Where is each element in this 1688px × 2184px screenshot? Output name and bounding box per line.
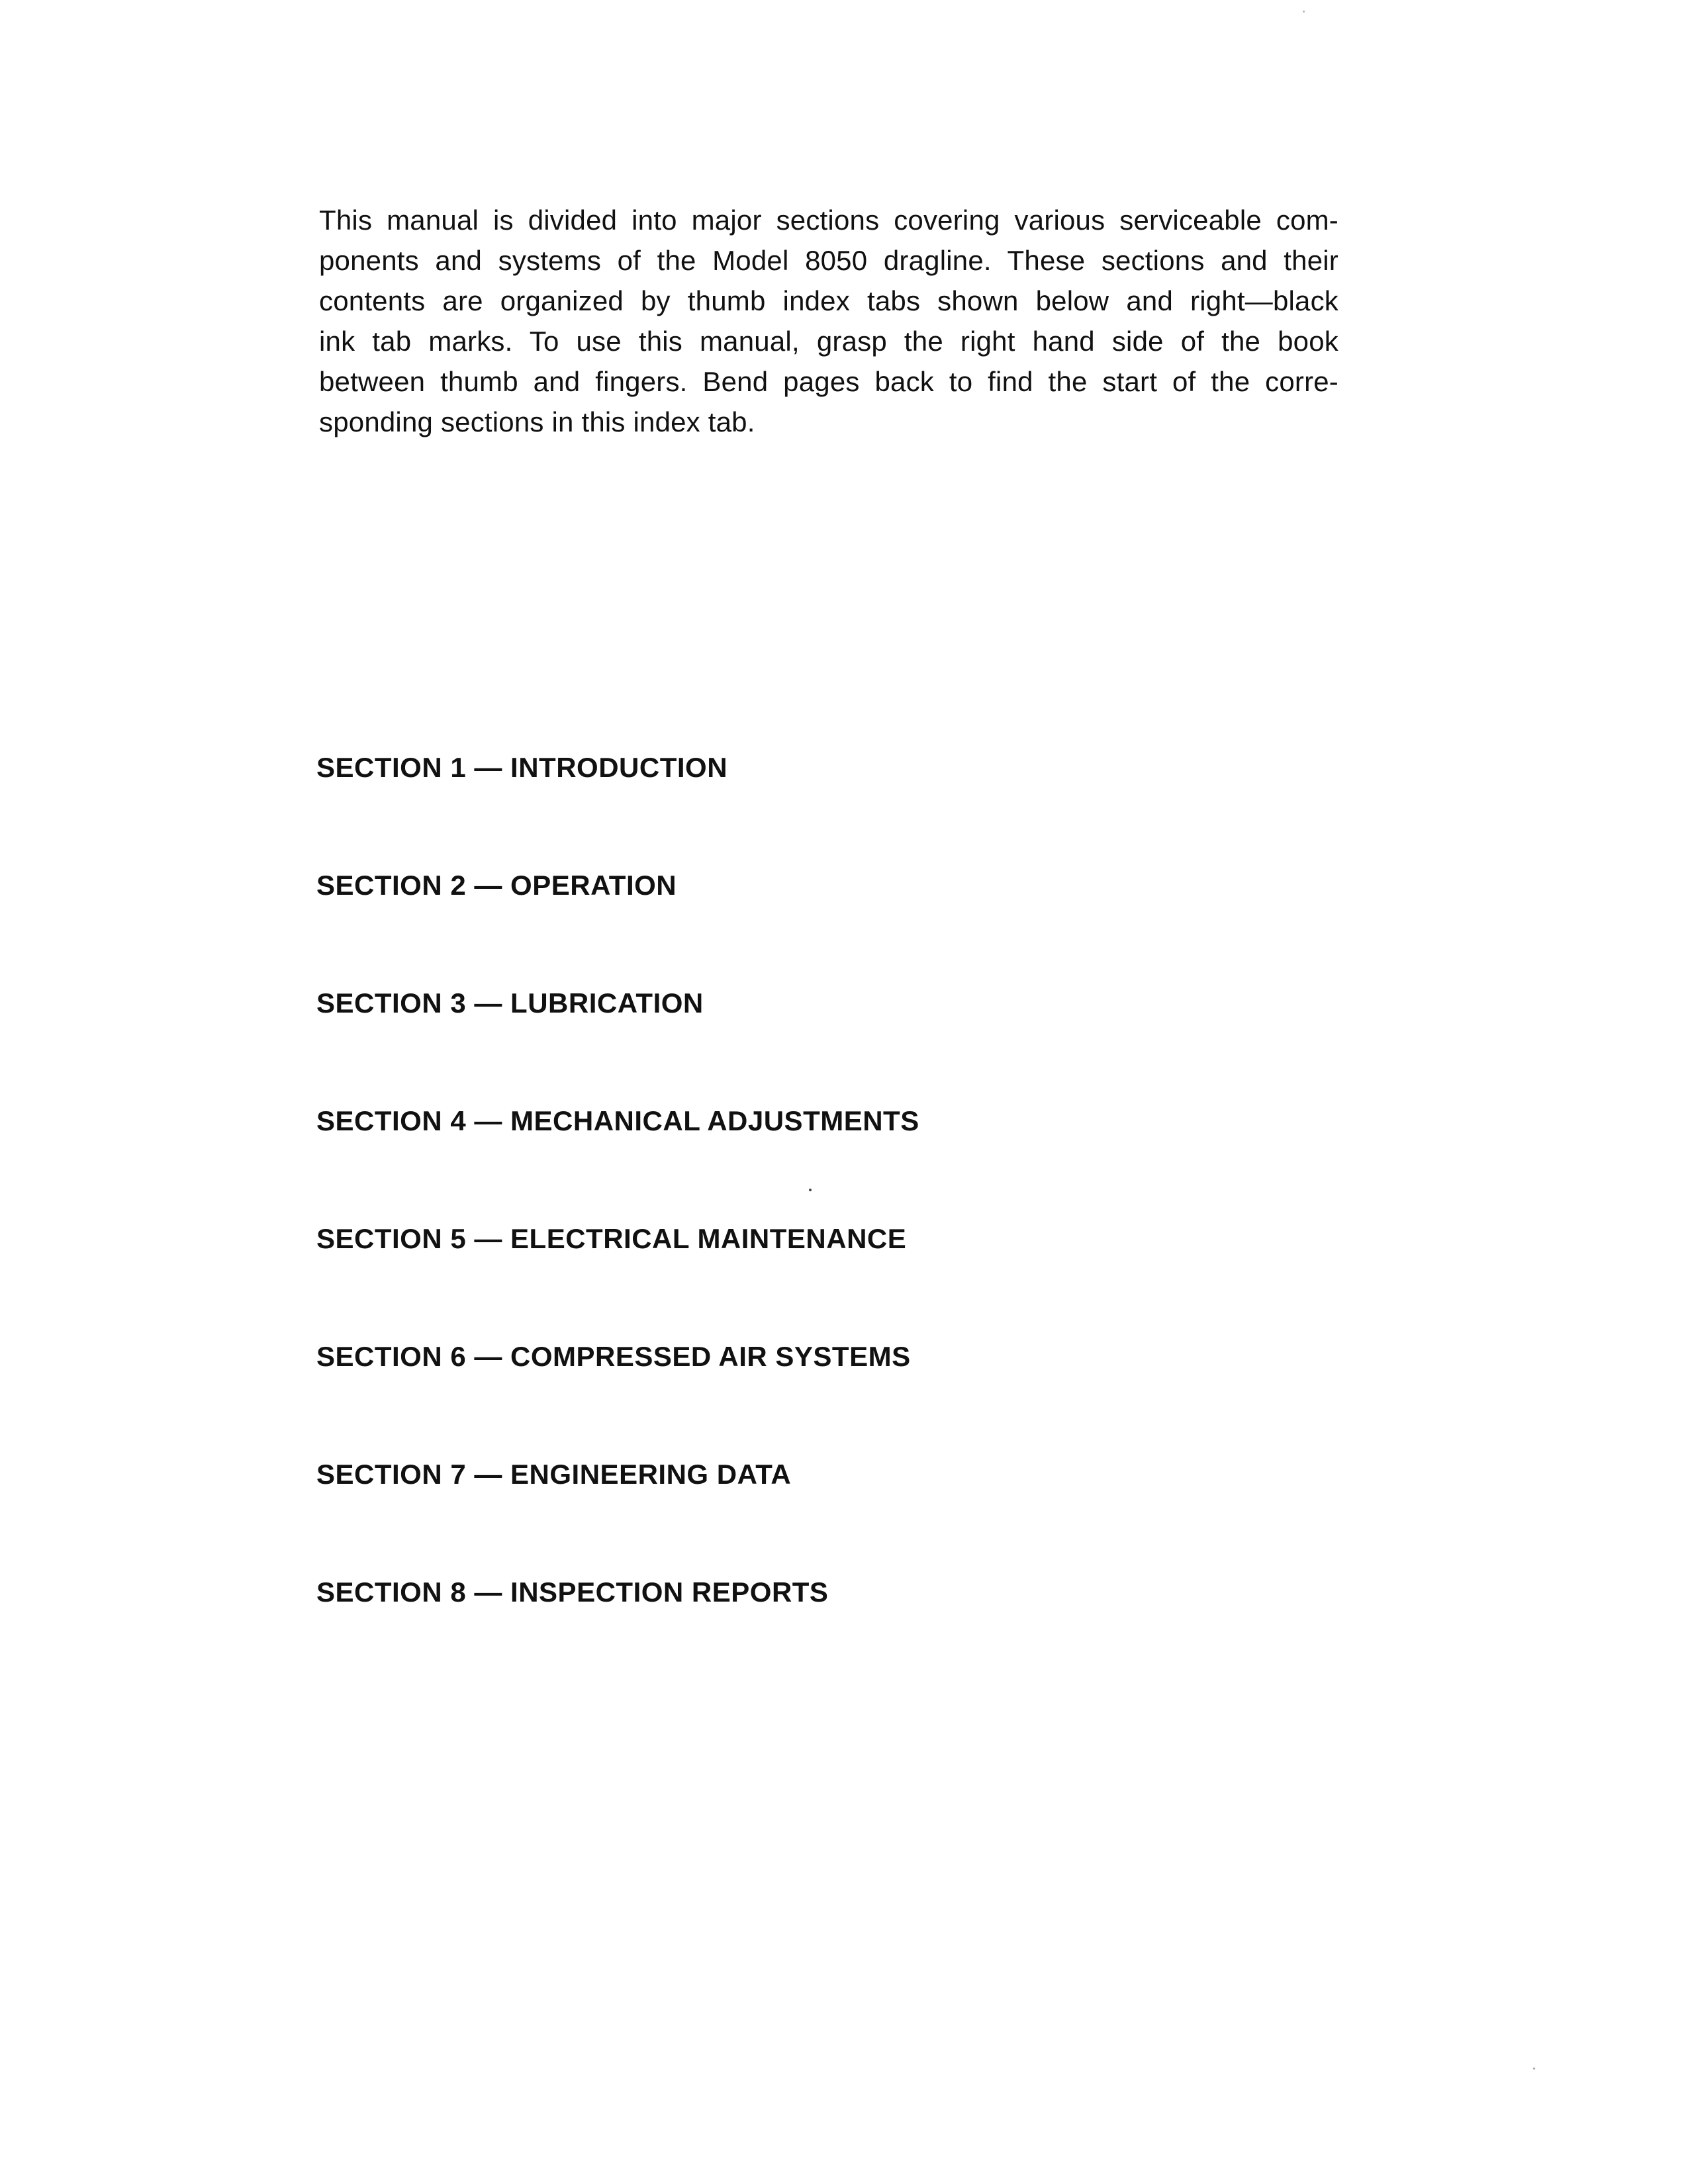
section-index-list bbox=[316, 748, 1376, 1690]
intro-line: This manual is divided into major sections covering various serviceable com- bbox=[319, 205, 1338, 236]
scan-speck bbox=[809, 1189, 812, 1191]
intro-line: contents are organized by thumb index tabs shown below and right—black bbox=[319, 285, 1338, 316]
section-8-entry: SECTION 8 — INSPECTION REPORTS bbox=[316, 1576, 829, 1608]
intro-line: ponents and systems of the Model 8050 dragline. These sections and their bbox=[319, 245, 1338, 276]
scan-speck bbox=[1533, 2068, 1535, 2070]
intro-paragraph bbox=[319, 200, 1338, 442]
intro-line: between thumb and fingers. Bend pages back to find the start of the corre- bbox=[319, 366, 1338, 397]
section-7-entry: SECTION 7 — ENGINEERING DATA bbox=[316, 1459, 792, 1490]
section-1-entry: SECTION 1 — INTRODUCTION bbox=[316, 752, 728, 783]
intro-line: ink tab marks. To use this manual, grasp the right hand side of the book bbox=[319, 326, 1338, 357]
section-2-entry: SECTION 2 — OPERATION bbox=[316, 870, 677, 901]
section-6-entry: SECTION 6 — COMPRESSED AIR SYSTEMS bbox=[316, 1341, 911, 1372]
section-3-entry: SECTION 3 — LUBRICATION bbox=[316, 987, 704, 1019]
section-5-entry: SECTION 5 — ELECTRICAL MAINTENANCE bbox=[316, 1223, 907, 1254]
section-4-entry: SECTION 4 — MECHANICAL ADJUSTMENTS bbox=[316, 1105, 919, 1136]
intro-line: sponding sections in this index tab. bbox=[319, 406, 755, 437]
scan-speck bbox=[1303, 11, 1305, 13]
